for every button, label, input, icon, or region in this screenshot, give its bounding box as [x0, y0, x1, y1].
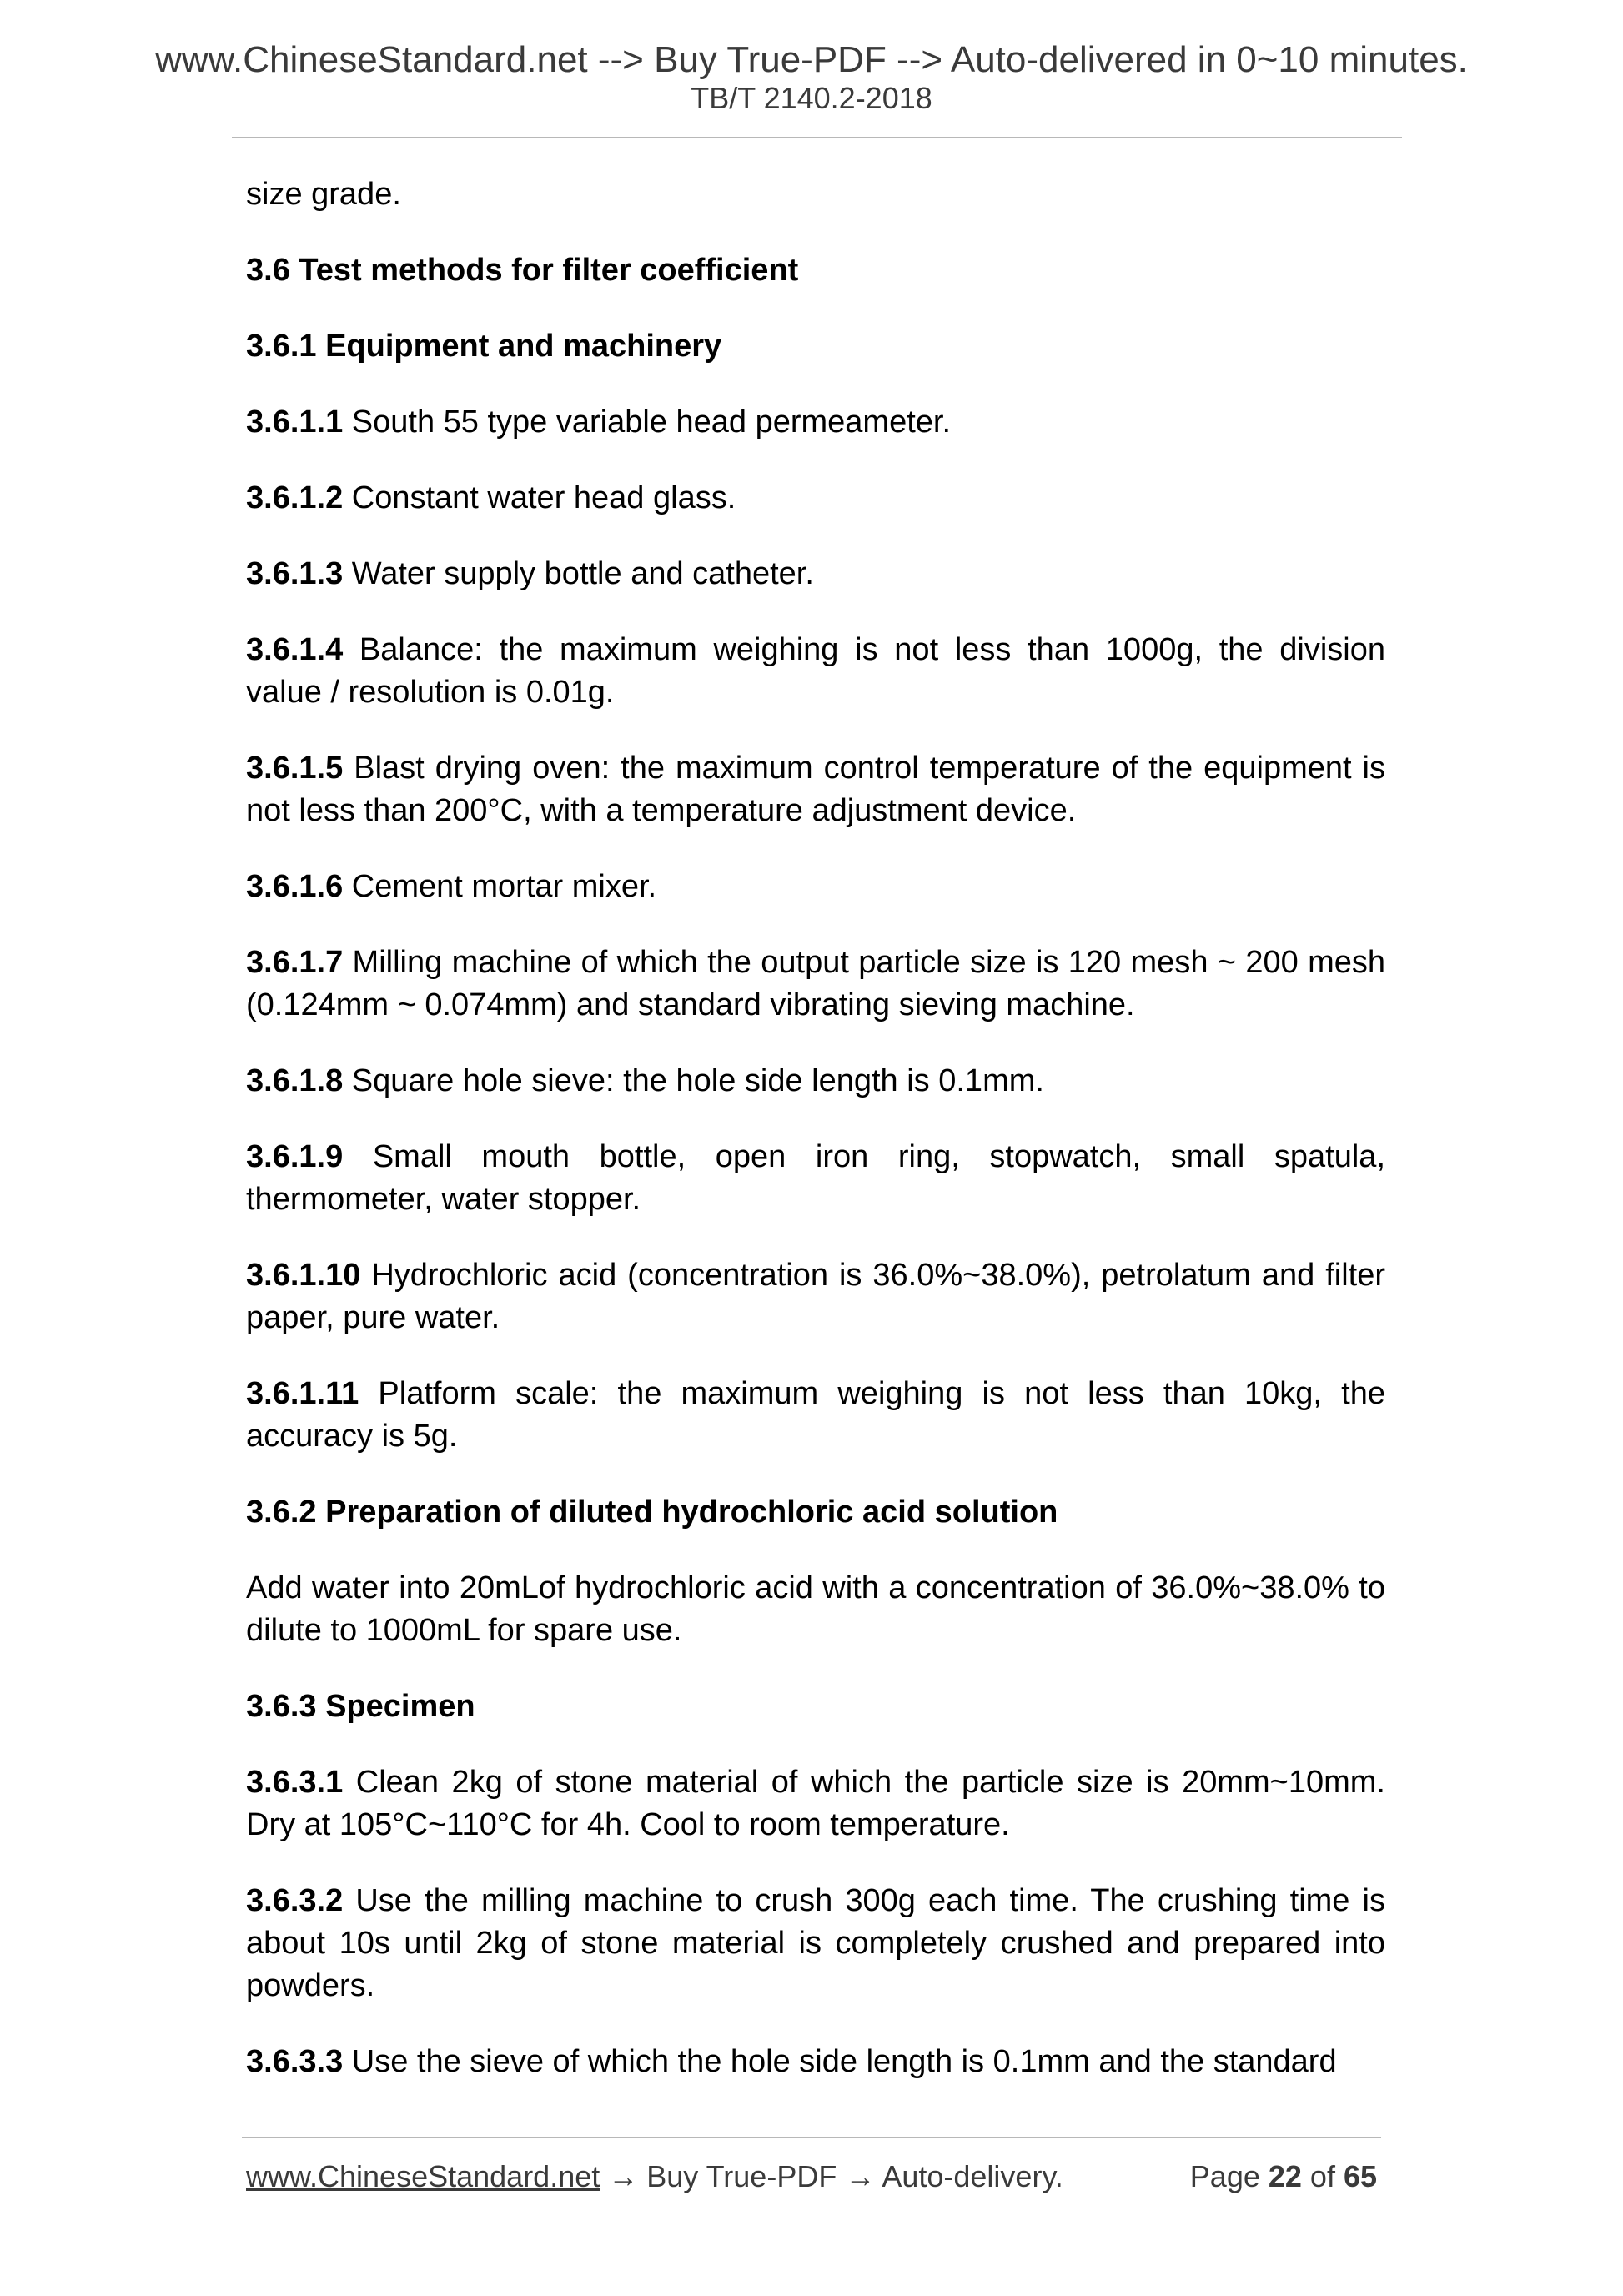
clause-3-6-1-3 [246, 553, 1385, 595]
clause-text: Square hole sieve: the hole side length is 0.1mm. [343, 1063, 1044, 1098]
clause-3-6-1-8 [246, 1060, 1385, 1103]
lead-paragraph: size grade. [246, 177, 401, 212]
clause-number: 3.6.3.3 [246, 2044, 344, 2079]
page-total: 65 [1343, 2159, 1377, 2193]
section-heading-3-6: 3.6 Test methods for filter coefficient [246, 253, 799, 288]
footer-site-link[interactable]: www.ChineseStandard.net [246, 2159, 600, 2193]
section-heading-3-6-1: 3.6.1 Equipment and machinery [246, 329, 722, 364]
clause-3-6-1-11 [246, 1373, 1385, 1458]
clause-3-6-3-1 [246, 1761, 1385, 1846]
clause-3-6-1-9 [246, 1136, 1385, 1221]
clause-number: 3.6.1.9 [246, 1139, 344, 1174]
clause-number: 3.6.1.3 [246, 556, 344, 591]
clause-3-6-1-10 [246, 1254, 1385, 1339]
site-banner[interactable]: www.ChineseStandard.net --> Buy True-PDF --> Auto-delivered in 0~10 minutes. [155, 39, 1468, 80]
clause-number: 3.6.1.11 [246, 1376, 359, 1411]
clause-3-6-1-1 [246, 401, 1385, 444]
page-indicator [1190, 2158, 1377, 2195]
clause-number: 3.6.3.1 [246, 1765, 344, 1800]
clause-text: Balance: the maximum weighing is not less than 1000g, the division value / resolution is 0.01g. [246, 632, 1385, 710]
clause-text: Cement mortar mixer. [343, 869, 657, 904]
clause-3-6-1-7 [246, 942, 1385, 1027]
clause-text: Blast drying oven: the maximum control temperature of the equipment is not less than 200°C, with a temperature adjustment device. [246, 751, 1385, 828]
clause-3-6-1-2 [246, 477, 1385, 520]
clause-number: 3.6.1.10 [246, 1258, 361, 1293]
clause-text: Hydrochloric acid (concentration is 36.0%~38.0%), petrolatum and filter paper, pure water. [246, 1258, 1385, 1335]
clause-number: 3.6.1.1 [246, 404, 344, 440]
of-label: of [1301, 2159, 1344, 2193]
clause-number: 3.6.3.2 [246, 1883, 344, 1918]
clause-text: Clean 2kg of stone material of which the particle size is 20mm~10mm. Dry at 105°C~110°C for 4h. Cool to room temperature. [246, 1765, 1385, 1842]
footer-divider [242, 2137, 1381, 2138]
clause-text: Platform scale: the maximum weighing is not less than 10kg, the accuracy is 5g. [246, 1376, 1385, 1454]
clause-number: 3.6.1.8 [246, 1063, 344, 1098]
clause-text: Water supply bottle and catheter. [343, 556, 814, 591]
clause-3-6-1-5 [246, 747, 1385, 832]
clause-number: 3.6.1.5 [246, 751, 344, 786]
clause-text: Constant water head glass. [343, 480, 736, 515]
clause-number: 3.6.1.7 [246, 945, 344, 980]
clause-number: 3.6.1.4 [246, 632, 344, 667]
document-body [246, 173, 1385, 2117]
paragraph-3-6-2: Add water into 20mLof hydrochloric acid with a concentration of 36.0%~38.0% to dilute to 1000mL for spare use. [246, 1570, 1385, 1648]
footer-buy-text: → Buy True-PDF [600, 2159, 846, 2193]
page-label: Page [1189, 2159, 1269, 2193]
footer-delivery-text: → Auto-delivery. [845, 2159, 1063, 2193]
page-current: 22 [1268, 2159, 1302, 2193]
clause-3-6-1-6 [246, 866, 1385, 908]
header-divider [232, 137, 1402, 138]
clause-number: 3.6.1.6 [246, 869, 344, 904]
clause-3-6-3-2 [246, 1880, 1385, 2007]
clause-text: Use the sieve of which the hole side length is 0.1mm and the standard [343, 2044, 1337, 2079]
clause-number: 3.6.1.2 [246, 480, 344, 515]
clause-3-6-1-4 [246, 629, 1385, 714]
standard-id: TB/T 2140.2-2018 [691, 81, 932, 115]
clause-text: Use the milling machine to crush 300g each time. The crushing time is about 10s until 2kg of stone material is completely crushed and prepared into powders. [246, 1883, 1385, 2003]
clause-text: Milling machine of which the output particle size is 120 mesh ~ 200 mesh (0.124mm ~ 0.074mm) and standard vibrating sieving machine. [246, 945, 1385, 1022]
clause-text: Small mouth bottle, open iron ring, stopwatch, small spatula, thermometer, water stopper. [246, 1139, 1385, 1217]
clause-3-6-3-3 [246, 2041, 1385, 2083]
footer-left [246, 2158, 1063, 2195]
clause-text: South 55 type variable head permeameter. [343, 404, 952, 440]
section-heading-3-6-3: 3.6.3 Specimen [246, 1689, 475, 1724]
section-heading-3-6-2: 3.6.2 Preparation of diluted hydrochloric acid solution [246, 1495, 1058, 1530]
